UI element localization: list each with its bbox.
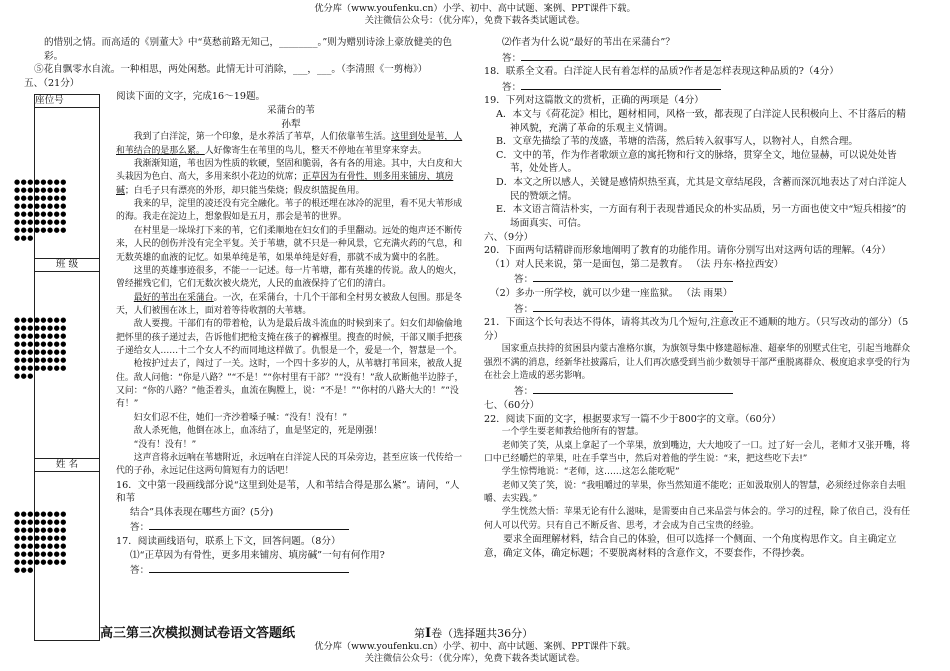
question-17-1: ⑴“正草因为有骨性，更多用来铺房、填房碱”一句有何作用? (130, 549, 385, 561)
underlined-sentence-3: 最好的苇出在采蒲台 (133, 292, 214, 303)
question-16: 16．文中第一段画线部分说“这里到处是苇，人和苇结合得是那么紧”。请问，“人和苇 (116, 479, 460, 505)
section-seven-title: 七、（60分） (484, 400, 540, 412)
essay-body (116, 131, 466, 478)
essay-paragraph: 枪按护过去了，闯过了一关。这时，一个四十多岁的人，从苇塘打苇回来，被敌人捉住。敌人问他：“你是八路？”“不是！”“你村里有干部？”“没有！”敌人砍断他半边脖子，又问：“你的八路？”他歪着头，血流在胸膛上，说：“不是！”“你村的八路大大的！”“没有！” (116, 359, 464, 410)
essay-paragraph: 在村里是一垛垛打下来的苇，它们柔顺地在妇女们的手里翻动。远处的炮声还不断传来，人民的创伤并没有完全平复。关于苇塘，就不只是一种风景，它充满火药的气息，和无数英雄的血液的记忆。如果单纯是苇，如果单纯是好看，那就不成为冀中的名胜。 (116, 225, 463, 263)
page-footer (0, 641, 950, 664)
essay-paragraph: “没有！没有！” (133, 439, 197, 450)
underlined-sentence-2: 正草因为有骨性，则多用来铺房、填房碱 (116, 172, 454, 196)
question-21-text: 国家重点扶持的贫困县内蒙古准格尔旗，为旗领导集中修建超标准、超豪华的别墅式住宅，引起当地群众强烈不满的消息，经新华社披露后，让人们再次感受到当前少数领导干部严重脱离群众、极度追求享受的行为在社会上造成的恶劣影响。 (484, 344, 911, 382)
essay-paragraph: 这里的英雄事迹很多，不能一一记述。每一片苇塘，都有英雄的传说。敌人的炮火，曾经摧残它们，它们无数次被火烧光，人民的血液保持了它们的清白。 (116, 265, 463, 290)
section-five-title: 五、（21分） (24, 77, 80, 89)
answer-line-16[interactable]: 答： (116, 519, 466, 535)
answer-line-20-2[interactable]: 答： (484, 301, 914, 317)
question-20: 20．下面两句话精辟而形象地阐明了教育的功能作用。请你分别写出对这两句话的理解。（4分） (484, 245, 891, 257)
answer-line-21[interactable]: 答： (484, 383, 914, 399)
prompt-paragraph: 老师笑了笑，从桌上拿起了一个苹果，放到嘴边，大大地咬了一口。过了好一会儿，老师才又张开嘴，将口中已经嚼烂的苹果，吐在手掌当中，然后对着他的学生说：“来，把这些吃下去!” (484, 440, 911, 465)
question-19: 19．下列对这篇散文的赏析，正确的两项是（4分） (484, 95, 704, 107)
option-a: A．本文与《荷花淀》相比，题材相同，风格一致，都表现了白洋淀人民积极向上、不甘落后的精神风貌，充满了革命的乐观主义情调。 (496, 109, 906, 134)
question-16-cont: 结合”具体表现在哪些方面？(5分) (130, 506, 274, 518)
essay-prompt-material (484, 426, 914, 533)
underlined-sentence-1: 这里到处是苇，人和苇结合的是那么紧。 (116, 132, 463, 156)
seal-line-dots-3: ●●●●●●●●●●●●●●●●●●●●●●●●●●●●●●●●●●●●●●●●●●●●●●●●●●●●●●●●●●● (14, 510, 67, 574)
essay-paragraph: 妇女们忍不住，她们一齐沙着嗓子喊：“没有！没有！” (133, 412, 348, 423)
left-column (24, 36, 466, 578)
reading-instruction: 阅读下面的文字，完成16～19题。 (116, 91, 266, 103)
question-22: 22．阅读下面的文字，根据要求写一篇不少于800字的文章。（60分） (484, 413, 781, 425)
essay-paragraph: 我渐渐知道，苇也因为性质的软硬，坚固和脆弱，各有各的用途。其中，大白皮和大头栽因为色白、高大，多用来织小花边的炕席；正草因为有骨性，则多用来铺房、填房碱；白毛子只有漂亮的外形，却只能当柴烧；假皮织篮捉鱼用。 (116, 158, 463, 196)
footer-line-1: 优分库（www.youfenku.cn）小学、初中、高中试题、案例、PPT课件下载。 (314, 641, 636, 652)
header-line-2: 关注微信公众号：（优分库），免费下载各类试题试卷。 (364, 14, 586, 26)
essay-paragraph: 敌人要搜。干部们有的带着枪，认为是最后战斗流血的时候到来了。妇女们却偷偷地把怀里的孩子递过去，告诉他们把枪支掩在孩子的褯褓里。搜查的时候，干部又顺手把孩子递给女人……十二个女人不约而同地这样做了。仇恨是一个，爱是一个，智慧是一个。 (116, 319, 463, 357)
poem-blank-line-1: 的惜别之情。而高适的《别董大》中“莫愁前路无知己，________。”则为赠别诗涂上豪放健美的色 (44, 37, 452, 48)
seal-line-dots-2: ●●●●●●●●●●●●●●●●●●●●●●●●●●●●●●●●●●●●●●●●●●●●●●●●●●●●●●●●●●● (14, 316, 67, 380)
question-21: 21．下面这个长句表达不得体，请将其改为几个短句,注意改正不通顺的地方。（只写改动的部分）（5分） (484, 317, 909, 342)
section-one-heading: 第Ⅰ卷（选择题共36分） (414, 626, 534, 641)
question-17: 17．阅读画线语句，联系上下文，回答问题。（8分） (116, 536, 341, 548)
answer-line-20-1[interactable]: 答： (484, 271, 914, 287)
question-20-1: （1）对人民来说，第一是面包，第二是教育。 （法 丹东·格拉西安） (490, 258, 784, 270)
answer-line-17-2[interactable]: 答： (484, 50, 914, 66)
name-label: 姓 名 (34, 458, 100, 472)
answer-sheet-title: 高三第三次模拟测试卷语文答题纸 (100, 626, 296, 641)
essay-paragraph: 敌人杀死他，他倒在冰上，血冻结了，血是坚定的，死是刚强！ (133, 426, 383, 437)
question-18: 18．联系全文看。白洋淀人民有着怎样的品质?作者是怎样表现这种品质的?（4分） (484, 66, 839, 78)
answer-line-17-1[interactable]: 答： (116, 562, 466, 578)
essay-paragraph: 这声音将永远响在苇塘附近，永远响在白洋淀人民的耳朵旁边，甚至应该一代传给一代的子孙，永远记住这两句简短有力的话吧！ (116, 452, 463, 477)
prompt-paragraph: 学生惊愕地说：“老师，这……这怎么能吃呢” (501, 467, 680, 478)
option-d: D．本文之所以感人，关键是感情炽热至真，尤其是文章结尾段，含蓄而深沉地表达了对白洋淀人民的赞颂之情。 (496, 177, 907, 202)
option-b: B．文章先描绘了苇的茂盛，苇塘的浩荡，然后转入叙事写人，以物衬人，自然合理。 (496, 136, 859, 148)
question-20-2: （2）多办一所学校，就可以少建一座监狱。 （法 雨果） (490, 287, 733, 299)
option-e: E．本文语言简洁朴实，一方面有利于表现普通民众的朴实品质，另一方面也使文中“短兵相接”的场面真实、可信。 (496, 204, 907, 229)
writing-requirements: 要求全面理解材料，结合自己的体验，但可以选择一个侧面、一个角度构思作文。自主确定立意，确定文体，确定标题；不要脱离材料的含意作文，不要套作，不得抄袭。 (484, 534, 897, 559)
question-17-2: ⑵作者为什么说“最好的苇出在采蒲台”？ (502, 37, 675, 48)
class-label: 班 级 (34, 258, 100, 272)
poem-blank-q5: ⑤花自飘零水自流。一种相思，两处闲愁。此情无计可消除，___，___。（李清照《一剪梅》） (34, 64, 428, 76)
answer-line-18[interactable]: 答： (484, 79, 914, 95)
seat-number-label: 座位号 (35, 95, 99, 108)
prompt-paragraph: 老师又笑了笑，说：“我咀嚼过的苹果，你当然知道不能吃；正如汲取别人的智慧，必须经过你亲自去咀嚼、去实践。” (484, 480, 906, 505)
prompt-paragraph: 学生恍然大悟：苹果无论有什么滋味，是需要由自己来品尝与体会的。学习的过程，除了依自己，没有任何人可以代劳。只有自己不断反省、思考，才会成为自己宝贵的经验。 (484, 507, 911, 531)
prompt-paragraph: 一个学生要老师教给他所有的智慧。 (501, 427, 644, 438)
essay-title: 采蒲台的苇 (267, 105, 315, 117)
option-c: C．文中的苇，作为作者歌颂立意的寓托物和行文的脉络，贯穿全文，地位显赫，可以说处处皆苇，处处皆人。 (496, 149, 897, 175)
poem-blank-line-2: 彩。 (44, 50, 64, 62)
essay-paragraph: 最好的苇出在采蒲台。一次，在采蒲台，十几个干部和全村男女被敌人包围。那是冬天，人们被围在冰上，面对着等待收割的大苇塘。 (116, 292, 463, 316)
essay-paragraph: 我来的早，淀里的凌还没有完全融化。苇子的根还埋在冰冷的泥里，看不见大苇形成的海。我走在淀边上，想象假如是五月，那会是苇的世界。 (116, 199, 463, 223)
page-header (0, 3, 950, 26)
right-column (484, 36, 914, 560)
essay-author: 孙犁 (281, 118, 301, 130)
seal-line-dots-1: ●●●●●●●●●●●●●●●●●●●●●●●●●●●●●●●●●●●●●●●●●●●●●●●●●●●●●●●●●●● (14, 178, 67, 242)
section-six-title: 六、（9分） (484, 231, 534, 243)
essay-paragraph: 我到了白洋淀，第一个印象，是水养活了苇草，人们依靠苇生活。这里到处是苇，人和苇结合的是那么紧。人好像寄生在苇里的鸟儿，整天不停地在苇里穿来穿去。 (116, 132, 463, 156)
footer-line-2: 关注微信公众号：（优分库），免费下载各类试题试卷。 (364, 652, 586, 664)
header-line-1: 优分库（www.youfenku.cn）小学、初中、高中试题、案例、PPT课件下载。 (314, 3, 636, 14)
